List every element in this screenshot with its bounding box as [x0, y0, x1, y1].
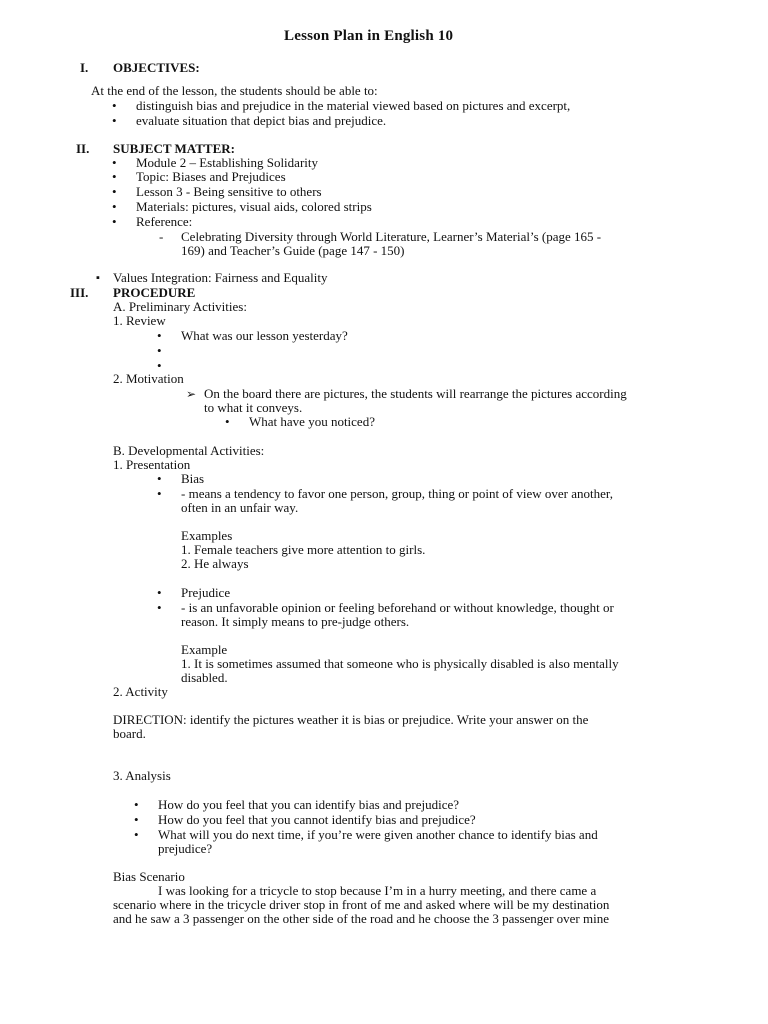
motivation-line-2: to what it conveys.: [204, 400, 303, 415]
section-numeral-3: III.: [70, 285, 89, 300]
section-heading-subject-matter: SUBJECT MATTER:: [113, 141, 235, 156]
bias-example-1: 1. Female teachers give more attention to girls.: [181, 542, 426, 557]
scenario-title: Bias Scenario: [113, 869, 185, 884]
objectives-intro: At the end of the lesson, the students should be able to:: [91, 83, 378, 98]
subheading-analysis: 3. Analysis: [113, 768, 171, 783]
scenario-line-3: and he saw a 3 passenger on the other side of the road and he choose the 3 passenger over mine: [113, 911, 609, 926]
list-item: • Materials: pictures, visual aids, colored strips: [136, 200, 372, 215]
scenario-line-2: scenario where in the tricycle driver stop in front of me and asked where will be my destination: [113, 897, 610, 912]
prejudice-example-2: disabled.: [181, 670, 228, 685]
example-label: Example: [181, 642, 228, 657]
examples-label: Examples: [181, 528, 233, 543]
section-numeral-1: I.: [80, 60, 89, 75]
prejudice-definition-1: • - is an unfavorable opinion or feeling beforehand or without knowledge, thought or: [181, 601, 614, 616]
analysis-q3-continued: prejudice?: [158, 841, 213, 856]
reference-line-1: - Celebrating Diversity through World Literature, Learner’s Material’s (page 165 -: [181, 230, 601, 245]
bias-definition-2: often in an unfair way.: [181, 500, 299, 515]
subheading-review: 1. Review: [113, 313, 166, 328]
list-item: • evaluate situation that depict bias and prejudice.: [136, 114, 386, 129]
subheading-presentation: 1. Presentation: [113, 457, 191, 472]
section-heading-objectives: OBJECTIVES:: [113, 60, 200, 75]
motivation-line-1: ➢ On the board there are pictures, the students will rearrange the pictures according: [204, 387, 627, 402]
term-prejudice: • Prejudice: [181, 586, 230, 601]
reference-line-2: 169) and Teacher’s Guide (page 147 - 150): [181, 243, 405, 258]
section-numeral-2: II.: [76, 141, 90, 156]
list-item: • What have you noticed?: [249, 415, 375, 430]
bias-example-2: 2. He always: [181, 556, 249, 571]
bias-definition-1: • - means a tendency to favor one person, group, thing or point of view over another,: [181, 487, 613, 502]
list-item: • What was our lesson yesterday?: [181, 329, 348, 344]
page-title: Lesson Plan in English 10: [284, 28, 454, 44]
list-item: • Reference:: [136, 215, 192, 230]
direction-line-1: DIRECTION: identify the pictures weather it is bias or prejudice. Write your answer on the: [113, 712, 589, 727]
values-integration: ▪ Values Integration: Fairness and Equality: [113, 271, 327, 286]
direction-line-2: board.: [113, 726, 146, 741]
subheading-motivation: 2. Motivation: [113, 371, 184, 386]
list-item: • Topic: Biases and Prejudices: [136, 170, 286, 185]
list-item: • How do you feel that you can identify bias and prejudice?: [158, 798, 459, 813]
subheading-developmental: B. Developmental Activities:: [113, 443, 265, 458]
term-bias: • Bias: [181, 472, 204, 487]
list-item: • Lesson 3 - Being sensitive to others: [136, 185, 322, 200]
list-item: • distinguish bias and prejudice in the material viewed based on pictures and excerpt,: [136, 99, 570, 114]
list-item: • What will you do next time, if you’re were given another chance to identify bias and: [158, 828, 598, 843]
subheading-activity: 2. Activity: [113, 684, 168, 699]
list-item: • Module 2 – Establishing Solidarity: [136, 156, 318, 171]
scenario-line-1: I was looking for a tricycle to stop because I’m in a hurry meeting, and there came a: [158, 883, 597, 898]
section-heading-procedure: PROCEDURE: [113, 285, 196, 300]
prejudice-example-1: 1. It is sometimes assumed that someone who is physically disabled is also mentally: [181, 656, 619, 671]
prejudice-definition-2: reason. It simply means to pre-judge others.: [181, 614, 410, 629]
subheading-preliminary: A. Preliminary Activities:: [113, 299, 247, 314]
list-item: • How do you feel that you cannot identify bias and prejudice?: [158, 813, 476, 828]
